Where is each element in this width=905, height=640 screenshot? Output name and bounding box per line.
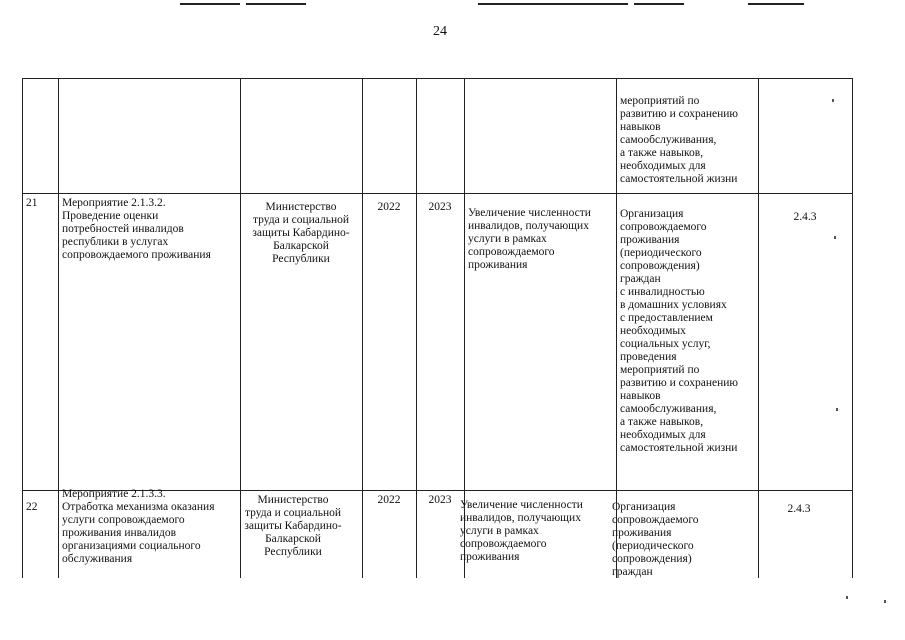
effect-cell: Увеличение численности инвалидов, получающих услуги в рамках сопровождаемого проживания [460,499,583,563]
table-border [22,78,853,79]
scan-speck [846,596,848,599]
result-cell: Организация сопровождаемого проживания (периодического сопровождения) граждан [612,501,699,578]
row-number: 22 [26,501,38,513]
table-border [852,78,853,578]
event-cell: Мероприятие 2.1.3.2. Проведение оценки потребностей инвалидов республики в услугах сопровождаемого проживания [62,197,211,261]
row-divider [22,193,853,194]
scan-speck [884,600,886,603]
column-divider [58,78,59,578]
continued-result-cell: мероприятий по развитию и сохранению навыков самообслуживания, а также навыков, необходимых для самостоятельной жизни [620,95,738,185]
indicator-link-cell: 2.4.3 [793,211,817,223]
executor-cell: Министерство труда и социальной защиты Кабардино- Балкарской Республики [244,494,342,558]
end-year-cell: 2023 [428,201,452,213]
scan-speck [834,236,836,239]
header-rule [634,3,684,5]
start-year-cell: 2022 [377,494,401,506]
end-year-cell: 2023 [428,494,452,506]
page-number: 24 [433,24,447,39]
event-cell: Мероприятие 2.1.3.3. Отработка механизма оказания услуги сопровождаемого проживания инвалидов организациями социального обслуживания [62,488,215,565]
executor-cell: Министерство труда и социальной защиты Кабардино- Балкарской Республики [252,201,350,265]
header-rule [748,3,804,5]
indicator-link-cell: 2.4.3 [787,503,811,515]
result-cell: Организация сопровождаемого проживания (периодического сопровождения) граждан с инвалидностью в домашних условиях с предоставлением необходимых социальных услуг, проведения мероприятий по развитию и сохранению навыков самообслуживания, а также навыков, необходимых для самостоятельной жизни [620,208,738,454]
header-rule [478,3,628,5]
header-rule [246,3,306,5]
scan-speck [836,408,838,411]
header-rule [180,3,240,5]
start-year-cell: 2022 [377,201,401,213]
effect-cell: Увеличение численности инвалидов, получающих услуги в рамках сопровождаемого проживания [468,207,591,271]
table-border [22,78,23,578]
row-number: 21 [26,197,38,209]
scan-speck [832,99,834,102]
